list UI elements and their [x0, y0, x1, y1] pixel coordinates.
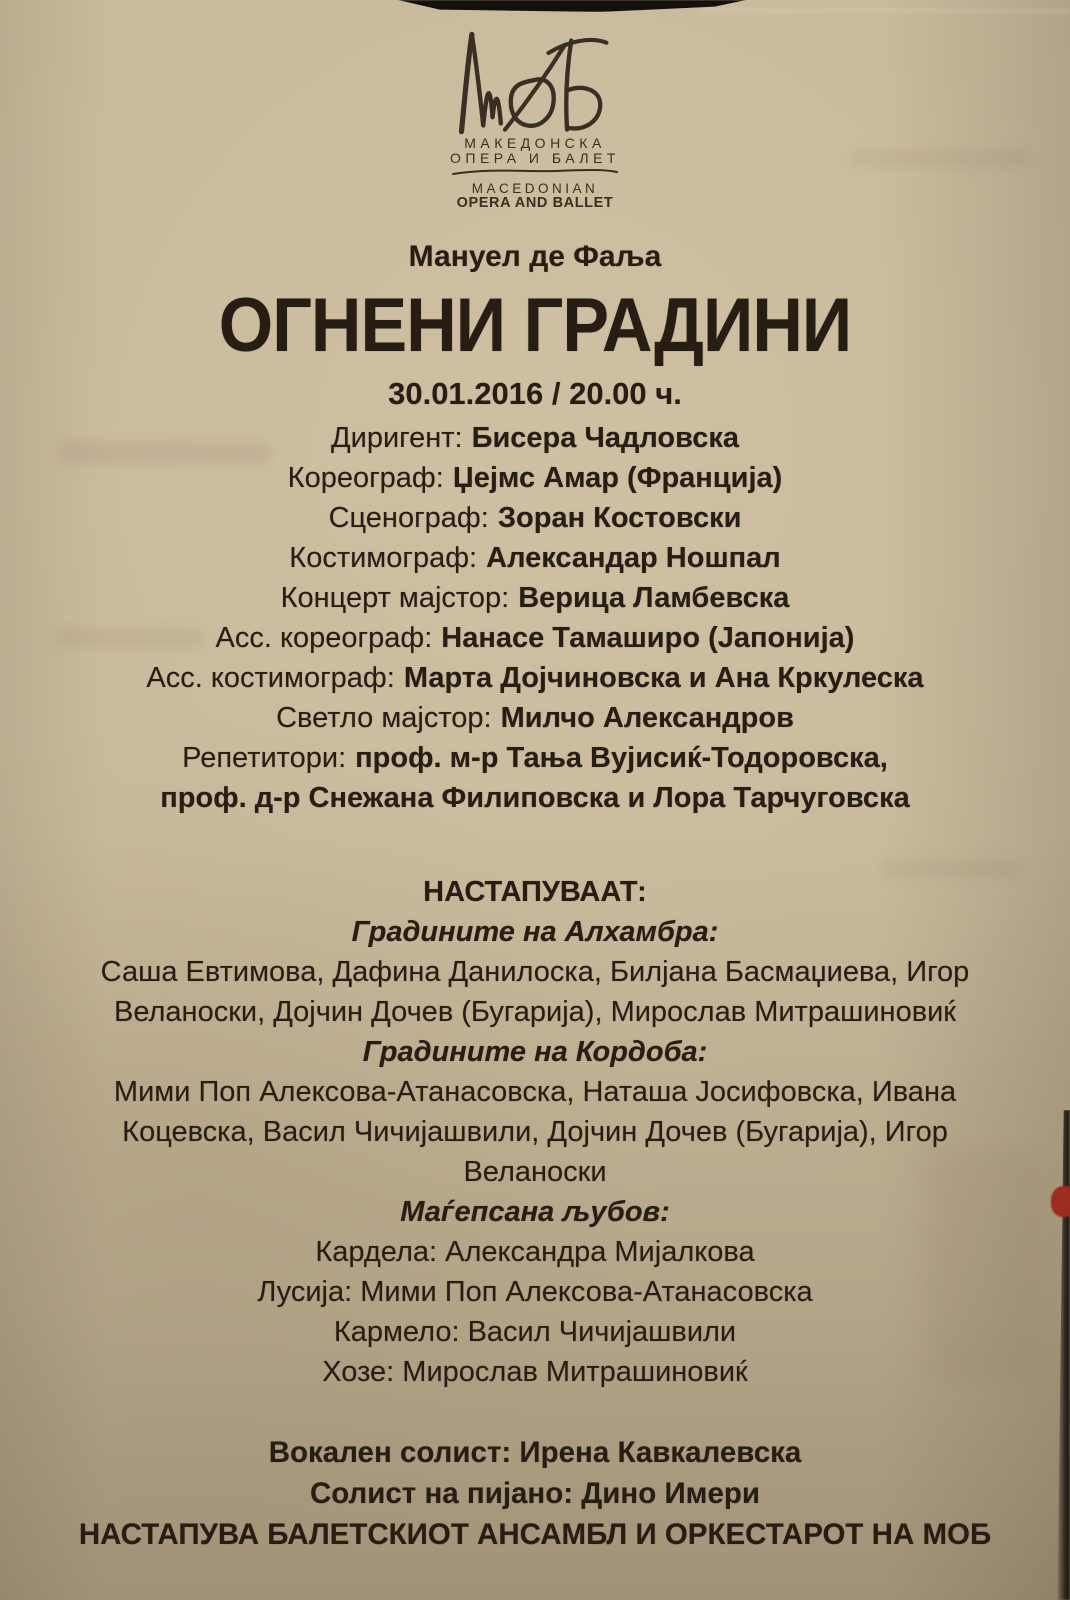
- composer-name: Мануел де Фаља: [408, 240, 662, 273]
- cast-header: НАСТАПУВААТ:: [423, 876, 647, 908]
- mob-script-monogram-icon: [447, 28, 623, 136]
- cast-line: Хозе: Мирослав Митрашиновиќ: [322, 1356, 748, 1388]
- performance-datetime: 30.01.2016 / 20.00 ч.: [388, 376, 682, 411]
- credit-row: [0, 658, 1070, 698]
- credit-label: Сценограф:: [328, 502, 489, 534]
- credit-row: [0, 578, 1070, 618]
- credit-value: Нанасе Тамаширо (Јапонија): [441, 622, 855, 654]
- credit-row: [0, 618, 1070, 658]
- credit-label: Костимограф:: [289, 542, 478, 574]
- credit-label: Диригент:: [331, 422, 463, 454]
- credit-row: [0, 498, 1070, 538]
- credit-value: Милчо Александров: [500, 702, 794, 734]
- credit-row: [0, 738, 1070, 778]
- credit-row: [0, 418, 1070, 458]
- logo-name-en-line2: OPERA AND BALLET: [456, 195, 614, 211]
- credit-value: Марта Дојчиновска и Ана Кркулеска: [403, 662, 924, 694]
- credit-row: [0, 538, 1070, 578]
- credit-value: проф. д-р Снежана Филиповска и Лора Тарчуговска: [160, 782, 910, 814]
- cast-line: Коцевска, Васил Чичијашвили, Дојчин Дочев (Бугарија), Игор: [122, 1116, 948, 1148]
- cast-section-title: Маѓепсана љубов:: [400, 1196, 670, 1228]
- credit-value: Џејмс Амар (Франција): [452, 462, 783, 494]
- performance-title: ОГНЕНИ ГРАДИНИ: [218, 283, 852, 368]
- footer-block: [0, 1432, 1070, 1555]
- credit-label: Концерт мајстор:: [280, 582, 510, 614]
- red-ink-mark: [1051, 1186, 1070, 1217]
- credit-value: Александар Ношпал: [486, 542, 781, 574]
- credit-row: [0, 778, 1070, 818]
- credit-row: [0, 698, 1070, 738]
- cast-block: [0, 872, 1070, 1392]
- credit-value: Верица Ламбевска: [518, 582, 790, 614]
- cast-line: Кардела: Александра Мијалкова: [315, 1236, 755, 1268]
- credit-value: проф. м-р Тања Вујисиќ-Тодоровска,: [355, 742, 888, 774]
- credit-label: Асс. костимограф:: [146, 662, 395, 694]
- vocal-soloist-line: Вокален солист: Ирена Кавкалевска: [268, 1436, 802, 1469]
- logo-name-en-line1: MACEDONIAN: [471, 181, 599, 196]
- credit-label: Кореограф:: [287, 462, 444, 494]
- credit-label: Асс. кореограф:: [215, 622, 433, 654]
- credit-value: Зоран Костовски: [497, 502, 742, 534]
- cast-line: Веланоски: [463, 1156, 607, 1188]
- cast-line: Мими Поп Алексова-Атанасовска, Наташа Јосифовска, Ивана: [113, 1076, 957, 1108]
- ensemble-line: НАСТАПУВА БАЛЕТСКИОТ АНСАМБЛ И ОРКЕСТАРОТ НА МОБ: [78, 1518, 992, 1551]
- cast-line: Лусија: Мими Поп Алексова-Атанасовска: [257, 1276, 813, 1308]
- credit-value: Бисера Чадловска: [471, 422, 739, 454]
- credit-label: Светло мајстор:: [276, 702, 492, 734]
- logo-name-mk-line1: МАКЕДОНСКА: [464, 135, 606, 151]
- cast-section-title: Градините на Алхамбра:: [351, 916, 719, 948]
- piano-soloist-line: Солист на пијано: Дино Имери: [309, 1477, 761, 1510]
- credits-list: [0, 418, 1070, 818]
- credit-row: [0, 458, 1070, 498]
- logo-underline-swoosh-icon: [447, 166, 623, 176]
- cast-line: Кармело: Васил Чичијашвили: [333, 1316, 737, 1348]
- mob-logo: [0, 28, 1070, 211]
- logo-name-mk-line2: ОПЕРА И БАЛЕТ: [450, 150, 620, 166]
- credit-label: Репетитори:: [182, 742, 347, 774]
- paper-top-edge: [700, 9, 1070, 12]
- cast-line: Саша Евтимова, Дафина Данилоска, Билјана Басмаџиева, Игор: [100, 956, 970, 988]
- cast-section-title: Градините на Кордоба:: [362, 1036, 708, 1068]
- cast-line: Веланоски, Дојчин Дочев (Бугарија), Мирослав Митрашиновиќ: [114, 996, 956, 1028]
